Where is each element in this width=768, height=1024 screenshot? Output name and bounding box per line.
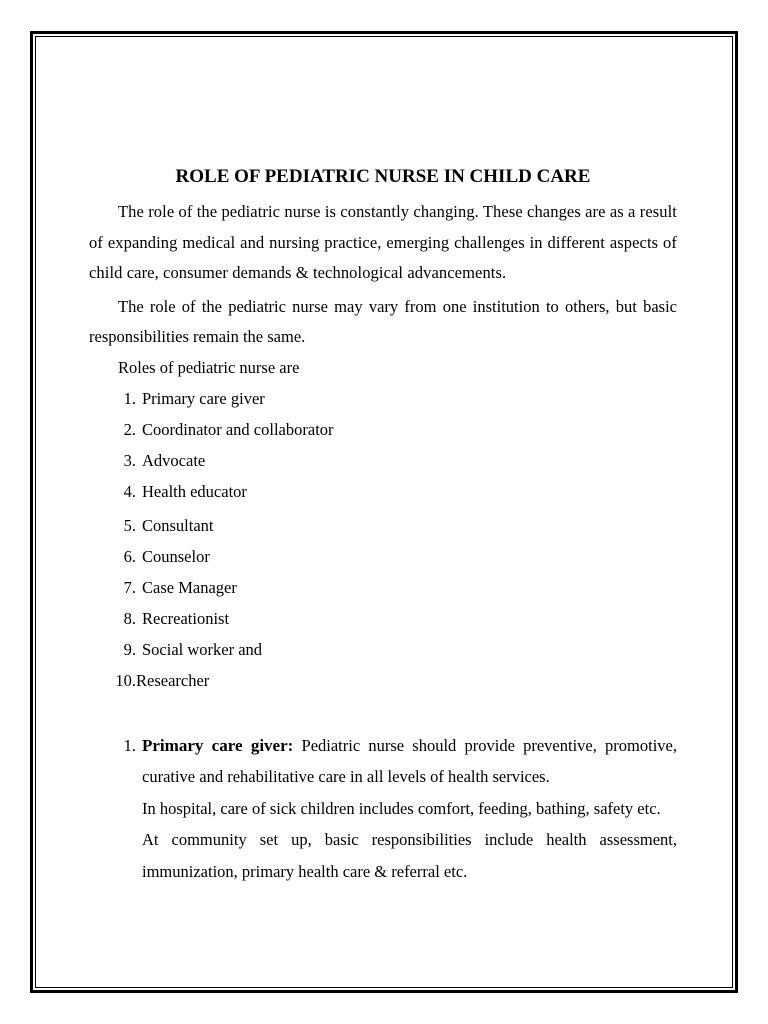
- list-label: Coordinator and collaborator: [142, 419, 334, 439]
- list-number: 8.: [123, 608, 136, 628]
- intro-paragraph: The role of the pediatric nurse is constantly changing. These changes are as a result of expanding medical and nursing practice, emerging challenges in different aspects of child care, consumer demands & technological advancements.: [89, 202, 677, 282]
- variation-paragraph: The role of the pediatric nurse may vary from one institution to others, but basic responsibilities remain the same.: [89, 296, 677, 346]
- list-item: [89, 634, 677, 665]
- roles-intro: Roles of pediatric nurse are: [118, 357, 300, 377]
- detail-body: [136, 730, 677, 888]
- list-number: 9.: [123, 639, 136, 659]
- role-detail-section: [89, 730, 677, 888]
- list-item: [89, 572, 677, 603]
- list-item: [89, 476, 677, 507]
- list-label: Case Manager: [142, 577, 237, 597]
- list-number: 7.: [123, 577, 136, 597]
- list-item: [89, 603, 677, 634]
- list-number: 10.: [115, 670, 136, 690]
- list-label: Counselor: [142, 546, 210, 566]
- list-label: Advocate: [142, 450, 206, 470]
- list-number: 5.: [123, 515, 136, 535]
- list-number: 4.: [123, 481, 136, 501]
- list-label: Primary care giver: [142, 388, 265, 408]
- document-title: ROLE OF PEDIATRIC NURSE IN CHILD CARE: [175, 166, 591, 187]
- document-body: [89, 163, 677, 887]
- list-number: 2.: [123, 419, 136, 439]
- list-item: [89, 445, 677, 476]
- list-label: Researcher: [136, 670, 210, 690]
- list-item: [89, 541, 677, 572]
- list-label: Consultant: [142, 515, 214, 535]
- list-item: [89, 414, 677, 445]
- detail-line: At community set up, basic responsibilities include health assessment, immunization, primary health care & referral etc.: [142, 830, 677, 881]
- list-item: [89, 510, 677, 541]
- list-label: Health educator: [142, 481, 247, 501]
- list-number: 1.: [123, 388, 136, 408]
- list-label: Recreationist: [142, 608, 230, 628]
- detail-paragraph: [142, 730, 677, 793]
- detail-text: Pediatric nurse should provide preventive, promotive, curative and rehabilitative care in all levels of health services.: [142, 735, 677, 786]
- detail-line: In hospital, care of sick children includes comfort, feeding, bathing, safety etc.: [142, 798, 661, 818]
- list-number: 3.: [123, 450, 136, 470]
- list-label: Social worker and: [142, 639, 263, 659]
- list-number: 6.: [123, 546, 136, 566]
- detail-heading: Primary care giver:: [142, 735, 294, 755]
- list-item: [89, 383, 677, 414]
- roles-list: [89, 383, 677, 696]
- detail-number: 1.: [123, 735, 136, 755]
- list-item: [89, 665, 677, 696]
